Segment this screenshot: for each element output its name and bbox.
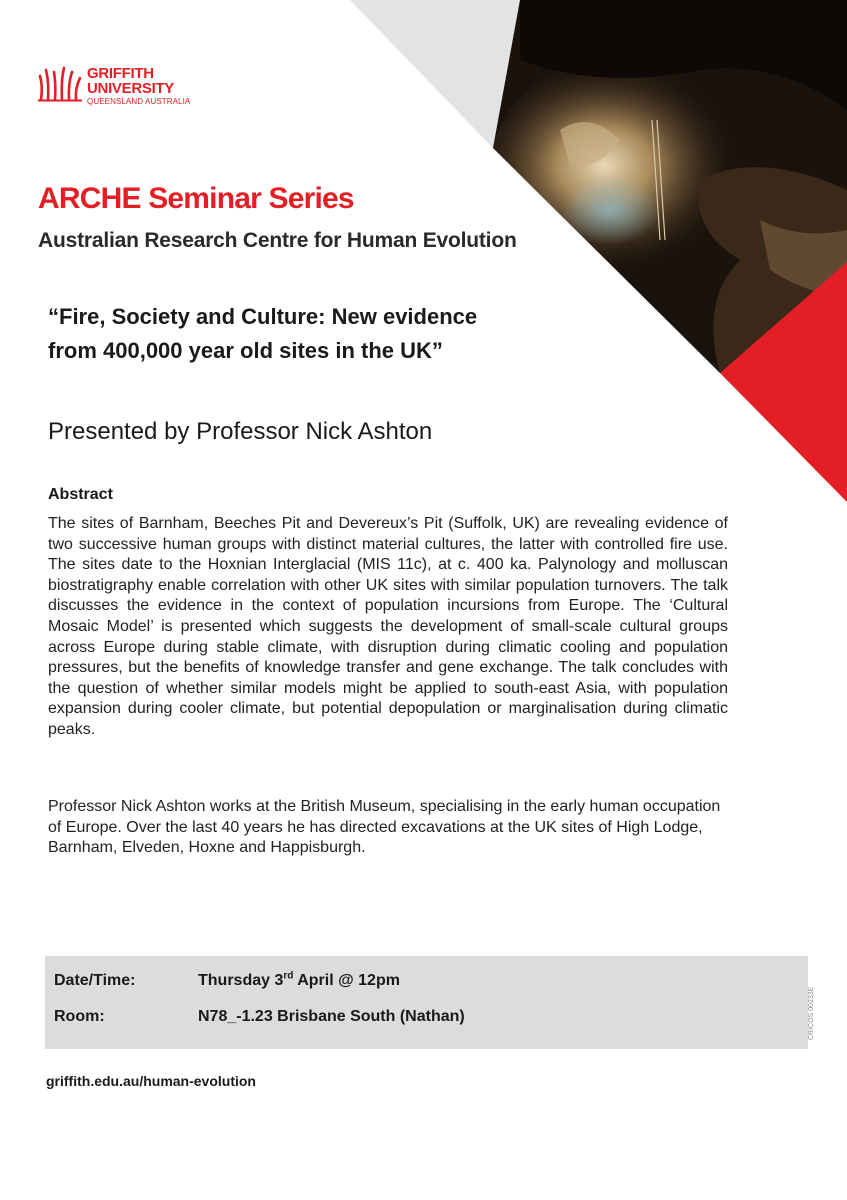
series-title: ARCHE Seminar Series [38, 182, 354, 215]
griffith-logo [37, 66, 190, 106]
speaker-bio: Professor Nick Ashton works at the British Museum, specialising in the early human occupation of Europe. Over the last 40 years he has directed excavations at the UK sites of High Lodge, Barnham, Elveden, Hoxne and Happisburgh. [48, 798, 721, 857]
talk-title [48, 300, 608, 368]
event-details-panel [45, 956, 808, 1049]
griffith-emblem-icon [37, 66, 83, 102]
date-ordinal: rd [283, 970, 294, 982]
abstract-heading: Abstract [48, 486, 113, 503]
room-value: N78_-1.23 Brisbane South (Nathan) [198, 1008, 465, 1025]
griffith-wordmark [87, 66, 190, 106]
presenter: Presented by Professor Nick Ashton [48, 418, 433, 445]
website-link[interactable]: griffith.edu.au/human-evolution [46, 1073, 256, 1089]
talk-title-line-2: from 400,000 year old sites in the UK” [48, 338, 443, 363]
abstract-body: The sites of Barnham, Beeches Pit and Devereux’s Pit (Suffolk, UK) are revealing evidence of two successive human groups with distinct material cultures, the latter with controlled fire use. The sites date to the Hoxnian Interglacial (MIS 11c), at c. 400 ka. Palynology and molluscan biostratigraphy enable correlation with other UK sites with similar population turnovers. The talk discusses the evidence in the context of population incursions from Europe. The ‘Cultural Mosaic Model’ is presented which suggests the development of small-scale cultural groups across Europe during stable climate, with disruption during climatic cooling and population pressures, but the benefits of knowledge transfer and gene exchange. The talk concludes with the question of whether similar models might be applied to south-east Asia, with population expansion during cooler climate, but potential depopulation or marginalisation during climatic peaks. [48, 515, 728, 738]
date-rest: April @ 12pm [293, 972, 400, 989]
room-label: Room: [54, 1008, 105, 1025]
date-label: Date/Time: [54, 972, 136, 989]
series-subtitle: Australian Research Centre for Human Evolution [38, 229, 517, 252]
date-value [198, 972, 400, 990]
logo-line-2: UNIVERSITY [87, 80, 175, 97]
cricos-code: CRICOS 00233E [808, 986, 815, 1040]
logo-line-3: QUEENSLAND AUSTRALIA [87, 97, 191, 106]
logo-line-1: GRIFFITH [87, 65, 154, 82]
talk-title-line-1: “Fire, Society and Culture: New evidence [48, 304, 478, 329]
date-prefix: Thursday 3 [198, 972, 284, 989]
